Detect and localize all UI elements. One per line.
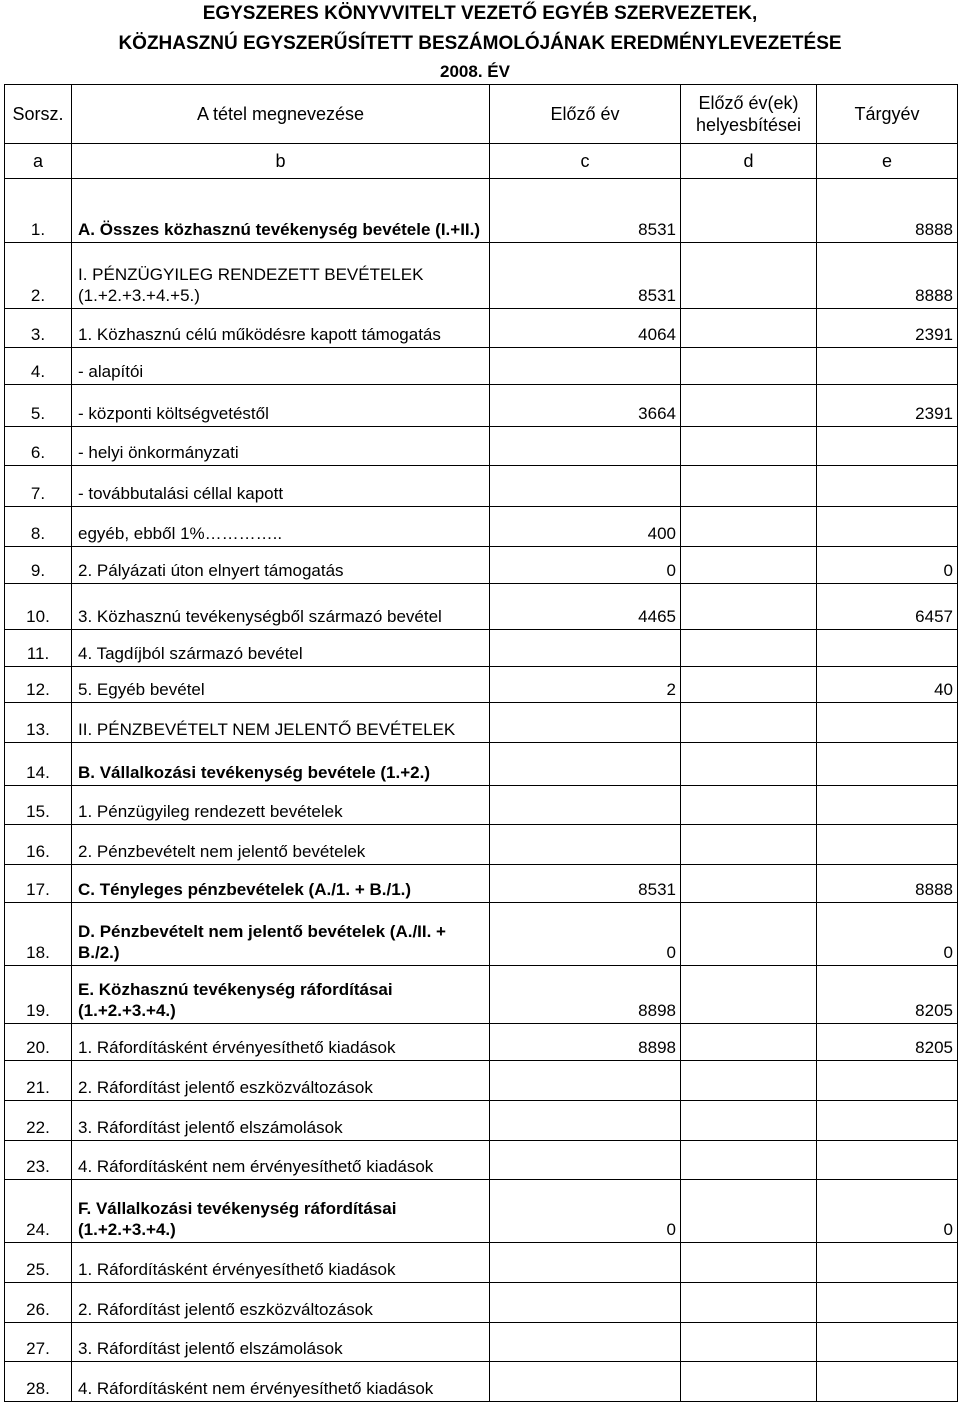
table-row (5, 966, 958, 1024)
table-row (5, 1024, 958, 1061)
table-row (5, 466, 958, 507)
row-number: 15. (5, 786, 72, 825)
row-correction-value (681, 1101, 817, 1141)
row-label: - alapítói (72, 348, 490, 385)
row-previous-year-value: 0 (490, 1180, 681, 1243)
row-correction-value (681, 547, 817, 584)
row-previous-year-value: 0 (490, 547, 681, 584)
row-previous-year-value (490, 1362, 681, 1402)
row-correction-value (681, 1283, 817, 1323)
row-label: - központi költségvetéstől (72, 385, 490, 427)
header-row (5, 85, 958, 144)
row-label: A. Összes közhasznú tevékenység bevétele (I.+II.) (72, 179, 490, 243)
row-number: 14. (5, 743, 72, 786)
row-current-year-value (817, 466, 958, 507)
row-current-year-value: 0 (817, 547, 958, 584)
row-number: 17. (5, 865, 72, 903)
table-row (5, 825, 958, 865)
row-current-year-value (817, 703, 958, 743)
row-correction-value (681, 903, 817, 966)
row-previous-year-value (490, 786, 681, 825)
row-number: 19. (5, 966, 72, 1024)
row-current-year-value (817, 427, 958, 466)
row-label: egyéb, ebből 1%………….. (72, 507, 490, 547)
row-number: 21. (5, 1061, 72, 1101)
row-correction-value (681, 385, 817, 427)
row-previous-year-value: 8531 (490, 179, 681, 243)
header-previous-year: Előző év (490, 85, 681, 144)
row-current-year-value: 6457 (817, 584, 958, 630)
header-corrections (681, 85, 817, 144)
row-correction-value (681, 1180, 817, 1243)
table-row (5, 1061, 958, 1101)
row-previous-year-value (490, 743, 681, 786)
row-previous-year-value (490, 703, 681, 743)
row-current-year-value: 2391 (817, 385, 958, 427)
table-row (5, 1323, 958, 1362)
row-previous-year-value (490, 348, 681, 385)
row-correction-value (681, 466, 817, 507)
row-correction-value (681, 309, 817, 348)
row-previous-year-value (490, 630, 681, 667)
table-row (5, 1141, 958, 1180)
row-number: 25. (5, 1243, 72, 1283)
row-current-year-value (817, 1323, 958, 1362)
row-previous-year-value: 4064 (490, 309, 681, 348)
row-current-year-value: 8888 (817, 179, 958, 243)
row-number: 1. (5, 179, 72, 243)
row-label: B. Vállalkozási tevékenység bevétele (1.+2.) (72, 743, 490, 786)
table-row (5, 507, 958, 547)
row-correction-value (681, 1024, 817, 1061)
row-label: 4. Ráfordításként nem érvényesíthető kiadások (72, 1362, 490, 1402)
header-item-name: A tétel megnevezése (72, 85, 490, 144)
row-previous-year-value (490, 1101, 681, 1141)
letter-a: a (5, 144, 72, 179)
row-correction-value (681, 507, 817, 547)
row-correction-value (681, 243, 817, 309)
row-label: 3. Ráfordítást jelentő elszámolások (72, 1101, 490, 1141)
letter-e: e (817, 144, 958, 179)
row-label: 2. Pályázati úton elnyert támogatás (72, 547, 490, 584)
row-current-year-value (817, 1061, 958, 1101)
table-row (5, 1243, 958, 1283)
row-previous-year-value: 4465 (490, 584, 681, 630)
row-current-year-value: 0 (817, 1180, 958, 1243)
letter-b: b (72, 144, 490, 179)
row-label: 1. Ráfordításként érvényesíthető kiadások (72, 1243, 490, 1283)
row-number: 10. (5, 584, 72, 630)
header-corrections-line1: Előző év(ek) (698, 93, 799, 113)
row-correction-value (681, 1362, 817, 1402)
table-row (5, 243, 958, 309)
table-row (5, 703, 958, 743)
table-row (5, 427, 958, 466)
row-correction-value (681, 966, 817, 1024)
row-number: 11. (5, 630, 72, 667)
row-correction-value (681, 865, 817, 903)
row-correction-value (681, 667, 817, 703)
letter-c: c (490, 144, 681, 179)
row-label: 5. Egyéb bevétel (72, 667, 490, 703)
letter-d: d (681, 144, 817, 179)
row-number: 28. (5, 1362, 72, 1402)
row-correction-value (681, 630, 817, 667)
row-current-year-value: 8205 (817, 1024, 958, 1061)
row-previous-year-value: 8531 (490, 865, 681, 903)
table-row (5, 667, 958, 703)
row-current-year-value: 8888 (817, 865, 958, 903)
row-correction-value (681, 1141, 817, 1180)
row-previous-year-value (490, 1243, 681, 1283)
row-number: 4. (5, 348, 72, 385)
row-correction-value (681, 786, 817, 825)
row-correction-value (681, 584, 817, 630)
table-row (5, 865, 958, 903)
row-label: E. Közhasznú tevékenység ráfordításai (1.+2.+3.+4.) (72, 966, 490, 1024)
row-label: 2. Ráfordítást jelentő eszközváltozások (72, 1283, 490, 1323)
row-previous-year-value (490, 825, 681, 865)
header-sorsz: Sorsz. (5, 85, 72, 144)
row-label: 2. Ráfordítást jelentő eszközváltozások (72, 1061, 490, 1101)
table-row (5, 1180, 958, 1243)
row-number: 6. (5, 427, 72, 466)
row-number: 3. (5, 309, 72, 348)
table-row (5, 385, 958, 427)
row-previous-year-value (490, 1061, 681, 1101)
row-current-year-value: 40 (817, 667, 958, 703)
row-number: 23. (5, 1141, 72, 1180)
row-previous-year-value: 2 (490, 667, 681, 703)
row-label: - helyi önkormányzati (72, 427, 490, 466)
table-row (5, 547, 958, 584)
table-row (5, 1283, 958, 1323)
row-correction-value (681, 1243, 817, 1283)
row-correction-value (681, 1061, 817, 1101)
row-current-year-value (817, 1362, 958, 1402)
row-correction-value (681, 825, 817, 865)
row-correction-value (681, 703, 817, 743)
table-row (5, 903, 958, 966)
row-label: - továbbutalási céllal kapott (72, 466, 490, 507)
header-corrections-line2: helyesbítései (695, 115, 802, 135)
row-current-year-value (817, 1283, 958, 1323)
row-previous-year-value (490, 1141, 681, 1180)
row-current-year-value: 0 (817, 903, 958, 966)
table-row (5, 1362, 958, 1402)
row-number: 18. (5, 903, 72, 966)
row-correction-value (681, 743, 817, 786)
row-label: 2. Pénzbevételt nem jelentő bevételek (72, 825, 490, 865)
table-row (5, 630, 958, 667)
row-number: 7. (5, 466, 72, 507)
header-current-year: Tárgyév (817, 85, 958, 144)
row-previous-year-value (490, 466, 681, 507)
table-row (5, 743, 958, 786)
row-current-year-value (817, 630, 958, 667)
row-previous-year-value (490, 427, 681, 466)
row-label: 1. Pénzügyileg rendezett bevételek (72, 786, 490, 825)
row-number: 9. (5, 547, 72, 584)
row-label: 1. Ráfordításként érvényesíthető kiadások (72, 1024, 490, 1061)
row-label: I. PÉNZÜGYILEG RENDEZETT BEVÉTELEK (1.+2.+3.+4.+5.) (72, 243, 490, 309)
row-correction-value (681, 179, 817, 243)
row-number: 26. (5, 1283, 72, 1323)
row-current-year-value (817, 1101, 958, 1141)
row-label: 4. Ráfordításként nem érvényesíthető kiadások (72, 1141, 490, 1180)
row-label: 4. Tagdíjból származó bevétel (72, 630, 490, 667)
row-current-year-value (817, 786, 958, 825)
row-label: F. Vállalkozási tevékenység ráfordításai (1.+2.+3.+4.) (72, 1180, 490, 1243)
row-current-year-value (817, 507, 958, 547)
row-number: 16. (5, 825, 72, 865)
row-number: 2. (5, 243, 72, 309)
row-label: D. Pénzbevételt nem jelentő bevételek (A./II. + B./2.) (72, 903, 490, 966)
report-title-line1: EGYSZERES KÖNYVVITELT VEZETŐ EGYÉB SZERVEZETEK, (202, 3, 758, 24)
row-previous-year-value: 8898 (490, 966, 681, 1024)
row-number: 8. (5, 507, 72, 547)
row-label: 3. Ráfordítást jelentő elszámolások (72, 1323, 490, 1362)
row-previous-year-value: 8898 (490, 1024, 681, 1061)
row-number: 22. (5, 1101, 72, 1141)
row-current-year-value (817, 1243, 958, 1283)
row-number: 13. (5, 703, 72, 743)
row-label: II. PÉNZBEVÉTELT NEM JELENTŐ BEVÉTELEK (72, 703, 490, 743)
table-row (5, 584, 958, 630)
income-statement-table (4, 84, 958, 1402)
row-previous-year-value: 3664 (490, 385, 681, 427)
table-row (5, 786, 958, 825)
row-correction-value (681, 348, 817, 385)
row-current-year-value (817, 1141, 958, 1180)
row-current-year-value (817, 348, 958, 385)
row-current-year-value (817, 743, 958, 786)
row-previous-year-value: 0 (490, 903, 681, 966)
row-previous-year-value: 400 (490, 507, 681, 547)
row-current-year-value: 8205 (817, 966, 958, 1024)
row-label: C. Tényleges pénzbevételek (A./1. + B./1.) (72, 865, 490, 903)
table-row (5, 309, 958, 348)
report-year: 2008. ÉV (440, 62, 510, 81)
row-label: 3. Közhasznú tevékenységből származó bevétel (72, 584, 490, 630)
table-row (5, 348, 958, 385)
row-number: 24. (5, 1180, 72, 1243)
report-title-line2: KÖZHASZNÚ EGYSZERŰSÍTETT BESZÁMOLÓJÁNAK EREDMÉNYLEVEZETÉSE (118, 33, 842, 54)
row-correction-value (681, 427, 817, 466)
row-number: 27. (5, 1323, 72, 1362)
table-row (5, 179, 958, 243)
row-correction-value (681, 1323, 817, 1362)
row-current-year-value: 8888 (817, 243, 958, 309)
row-number: 12. (5, 667, 72, 703)
row-previous-year-value: 8531 (490, 243, 681, 309)
row-previous-year-value (490, 1283, 681, 1323)
row-label: 1. Közhasznú célú működésre kapott támogatás (72, 309, 490, 348)
row-current-year-value: 2391 (817, 309, 958, 348)
row-number: 20. (5, 1024, 72, 1061)
letter-row (5, 144, 958, 179)
row-previous-year-value (490, 1323, 681, 1362)
table-row (5, 1101, 958, 1141)
row-current-year-value (817, 825, 958, 865)
row-number: 5. (5, 385, 72, 427)
